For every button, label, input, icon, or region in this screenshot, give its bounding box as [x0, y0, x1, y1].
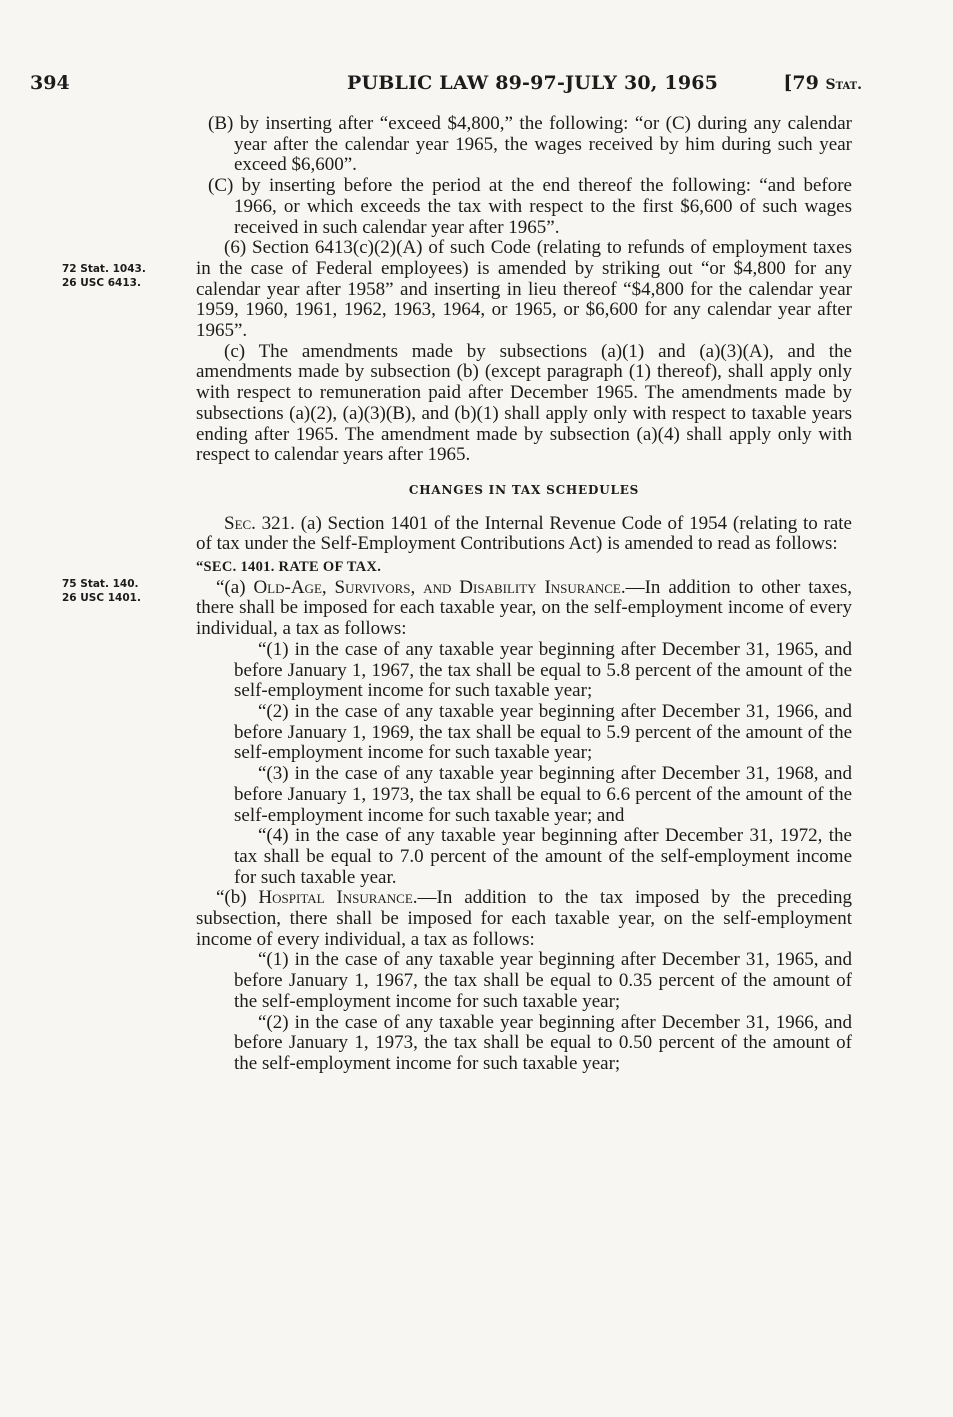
section-321-text: (a) Section 1401 of the Internal Revenue Code of 1954 (relating to rate of tax under the Self-Employment Contributions Act) is amended to read as follows: — [196, 512, 852, 555]
paragraph-c: (C) by inserting before the period at the end thereof the following: “and before 1966, or which exceeds the tax with respect to the first $6,600 of such wages received in such calendar year after 1965”. — [208, 175, 852, 238]
margin-note-6413 — [62, 262, 172, 290]
page-body — [196, 114, 852, 1075]
volume-suffix: Stat. — [825, 77, 862, 93]
section-label: Sec. 321. — [224, 512, 295, 534]
subsection-a-title: Old-Age, Survivors, and Disability Insurance. — [253, 576, 626, 598]
margin-note-line: 72 Stat. 1043. — [62, 263, 146, 275]
paragraph-c-amendments: (c) The amendments made by subsections (a)(1) and (a)(3)(A), and the amendments made by subsection (b) (except paragraph (1) thereof), shall apply only with respect to remuneration paid after December 1965. The amendments made by subsections (a)(2), (a)(3)(B), and (b)(1) shall apply only with respect to taxable years ending after 1965. The amendment made by subsection (a)(4) shall apply only with respect to calendar years after 1965. — [196, 340, 852, 466]
clause-a1: “(1) in the case of any taxable year beginning after December 31, 1965, and before January 1, 1967, the tax shall be equal to 5.8 percent of the amount of the self-employment income for such taxable year; — [234, 638, 852, 702]
clause-a3: “(3) in the case of any taxable year beginning after December 31, 1968, and before January 1, 1973, the tax shall be equal to 6.6 percent of the amount of the self-employment income for such taxable year; and — [234, 763, 852, 826]
page-number: 394 — [30, 72, 70, 94]
volume-citation — [783, 72, 862, 94]
subsection-b-text: —In addition to the tax imposed by the preceding subsection, there shall be imposed for each taxable year, on the self-employment income of every individual, a tax as follows: — [196, 887, 852, 950]
clause-a4: “(4) in the case of any taxable year beginning after December 31, 1972, the tax shall be equal to 7.0 percent of the amount of the self-employment income for such taxable year. — [234, 825, 852, 888]
margin-note-line: 75 Stat. 140. — [62, 578, 139, 590]
subsection-b-title: Hospital Insurance. — [258, 887, 418, 909]
clause-b2: “(2) in the case of any taxable year beginning after December 31, 1966, and before January 1, 1973, the tax shall be equal to 0.50 percent of the amount of the self-employment income for such taxable year; — [234, 1011, 852, 1074]
paragraph-6: (6) Section 6413(c)(2)(A) of such Code (relating to refunds of employment taxes in the case of Federal employees) is amended by striking out “or $4,800 for any calendar year after 1958” and inserting in lieu thereof “$4,800 for the calendar year 1959, 1960, 1961, 1962, 1963, 1964, or 1965, or $6,600 for any calendar year after 1965”. — [196, 237, 852, 342]
margin-note-1401 — [62, 577, 172, 605]
subsection-b — [196, 888, 852, 950]
subsection-a-prefix: “(a) — [216, 576, 254, 598]
section-heading: CHANGES IN TAX SCHEDULES — [408, 482, 640, 497]
subsection-a — [196, 578, 852, 640]
page-header — [30, 72, 862, 100]
paragraph-b: (B) by inserting after “exceed $4,800,” the following: “or (C) during any calendar year after the calendar year 1965, the wages received by him during such year exceed $6,600”. — [208, 113, 852, 176]
clause-b1: “(1) in the case of any taxable year beginning after December 31, 1965, and before January 1, 1967, the tax shall be equal to 0.35 percent of the amount of the self-employment income for such taxable year; — [234, 949, 852, 1012]
subsection-b-prefix: “(b) — [216, 887, 259, 909]
running-title: PUBLIC LAW 89-97-JULY 30, 1965 — [347, 72, 719, 94]
volume-prefix: [79 — [783, 72, 826, 94]
sec-1401-heading: “SEC. 1401. RATE OF TAX. — [196, 559, 382, 576]
margin-note-line: 26 USC 1401. — [62, 592, 141, 604]
margin-note-line: 26 USC 6413. — [62, 277, 141, 289]
subsection-a-text: —In addition to other taxes, there shall be imposed for each taxable year, on the self-employment income of every individual, a tax as follows: — [196, 576, 852, 640]
section-321 — [196, 514, 852, 555]
clause-a2: “(2) in the case of any taxable year beginning after December 31, 1966, and before January 1, 1969, the tax shall be equal to 5.9 percent of the amount of the self-employment income for such taxable year; — [234, 700, 852, 764]
